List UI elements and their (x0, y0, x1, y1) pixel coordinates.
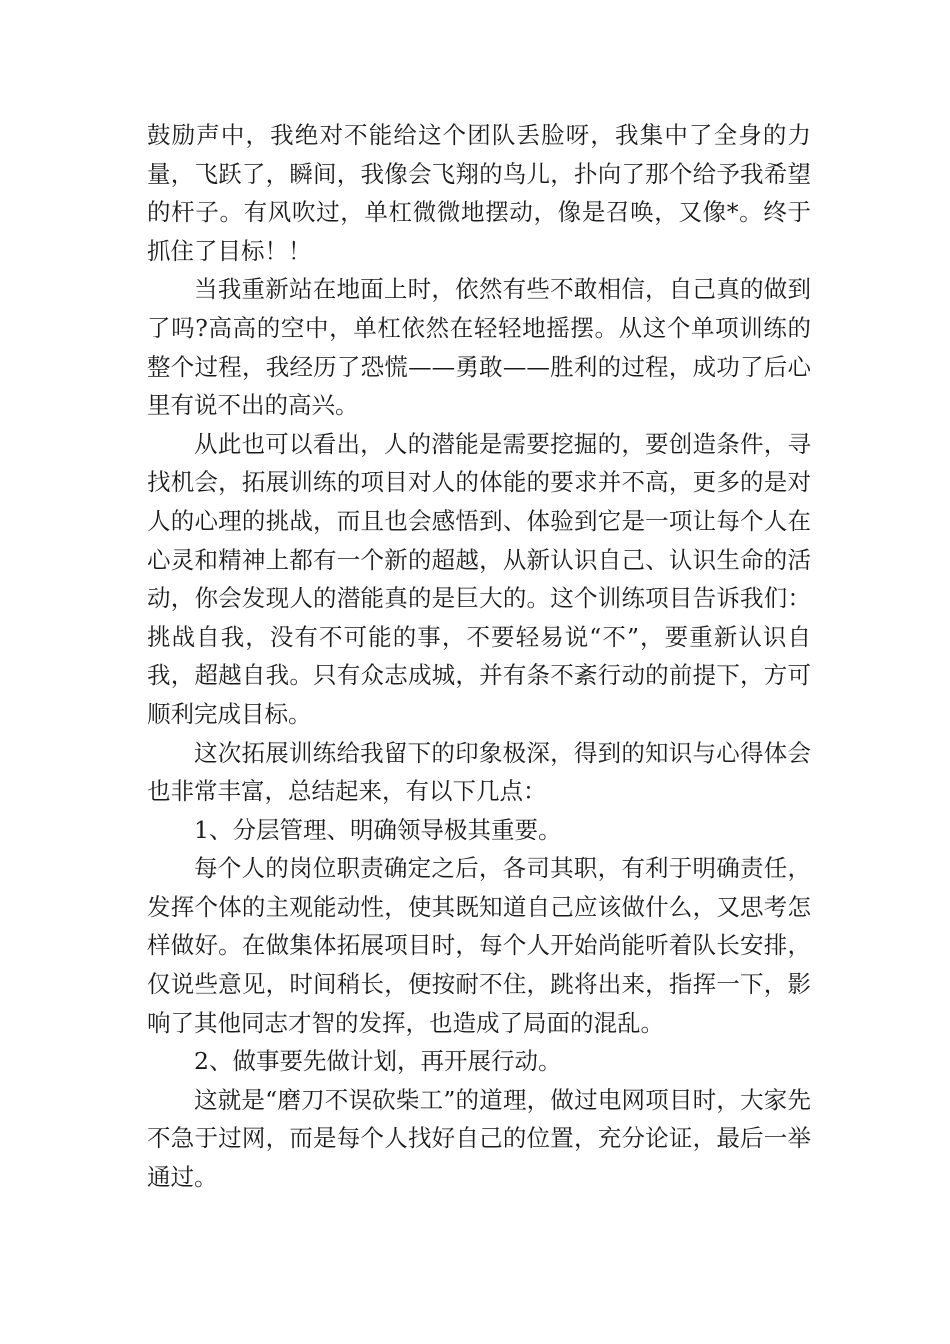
paragraph-6: 这就是“磨刀不误砍柴工”的道理，做过电网项目时，大家先不急于过网，而是每个人找好自己的位置，充分论证，最后一举通过。 (147, 1085, 811, 1192)
paragraph-3: 从此也可以看出，人的潜能是需要挖掘的，要创造条件，寻找机会，拓展训练的项目对人的体能的要求并不高，更多的是对人的心理的挑战，而且也会感悟到、体验到它是一项让每个人在心灵和精神上都有一个新的超越，从新认识自己、认识生命的活动，你会发现人的潜能真的是巨大的。这个训练项目告诉我们：挑战自我，没有不可能的事，不要轻易说“不”，要重新认识自我，超越自我。只有众志成城，并有条不紊行动的前提下，方可顺利完成目标。 (147, 429, 811, 728)
document-body (147, 116, 811, 1197)
paragraph-1: 鼓励声中，我绝对不能给这个团队丢脸呀，我集中了全身的力量，飞跃了，瞬间，我像会飞翔的鸟儿，扑向了那个给予我希望的杆子。有风吹过，单杠微微地摆动，像是召唤，又像*。终于抓住了目标！！ (147, 121, 811, 265)
paragraph-4: 这次拓展训练给我留下的印象极深，得到的知识与心得体会也非常丰富，总结起来，有以下几点： (147, 738, 811, 806)
list-heading-2: 2、做事要先做计划，再开展行动。 (194, 1047, 562, 1076)
paragraph-5: 每个人的岗位职责确定之后，各司其职，有利于明确责任，发挥个体的主观能动性，使其既知道自己应该做什么，又思考怎样做好。在做集体拓展项目时，每个人开始尚能听着队长安排，仅说些意见，时间稍长，便按耐不住，跳将出来，指挥一下，影响了其他同志才智的发挥，也造成了局面的混乱。 (147, 854, 811, 1037)
list-heading-1: 1、分层管理、明确领导极其重要。 (194, 815, 562, 844)
paragraph-2: 当我重新站在地面上时，依然有些不敢相信，自己真的做到了吗?高高的空中，单杠依然在轻轻地摇摆。从这个单项训练的整个过程，我经历了恐慌——勇敢——胜利的过程，成功了后心里有说不出的高兴。 (147, 275, 811, 420)
